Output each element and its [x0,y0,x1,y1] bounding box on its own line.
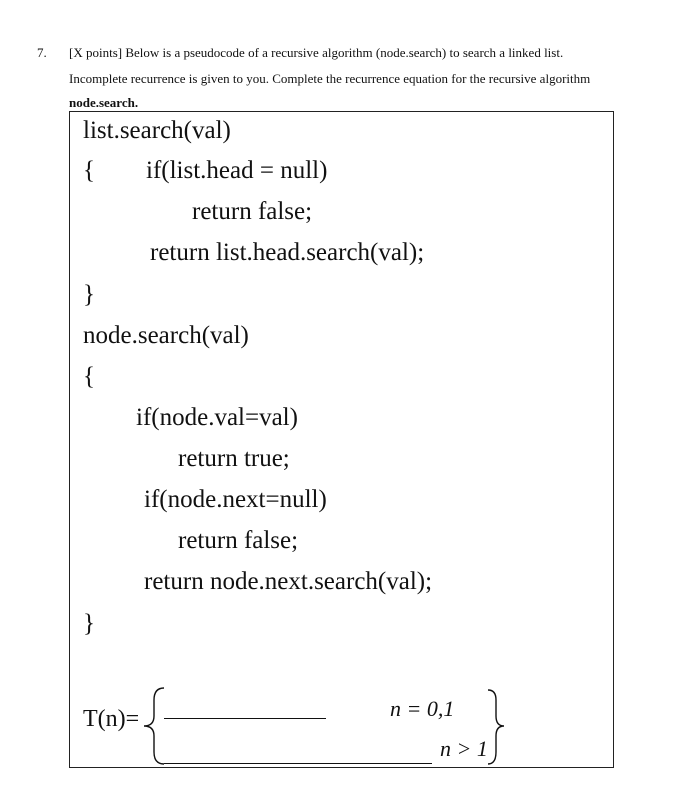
case2-condition: n > 1 [440,736,488,761]
right-curly-brace [486,686,508,768]
left-curly-brace [140,682,170,770]
node-if-next-null: if(node.next=null) [144,486,327,513]
question-text-line-3: node.search. [69,95,139,110]
case2-answer-blank[interactable] [164,763,432,764]
node-return-next-search: return node.next.search(val); [144,568,433,595]
list-if-head-null: if(list.head = null) [146,157,328,184]
node-return-true: return true; [178,445,290,472]
case1-answer-blank[interactable] [164,718,326,719]
node-open-brace: { [83,363,95,390]
recurrence-lhs: T(n)= [83,706,140,732]
list-return-head-search: return list.head.search(val); [150,239,425,266]
node-close-brace: } [83,610,95,637]
node-search-header: node.search(val) [83,322,249,349]
case1-condition: n = 0,1 [390,696,455,721]
list-close-brace: } [83,281,95,308]
question-number: 7. [37,45,47,60]
question-text-line-2: Incomplete recurrence is given to you. Complete the recurrence equation for the recursive algorithm [69,71,591,86]
list-open-brace: { [83,157,95,184]
node-return-false: return false; [178,527,299,554]
node-if-val-equal: if(node.val=val) [136,404,298,431]
pseudocode-box [69,111,614,768]
list-search-header: list.search(val) [83,117,231,144]
question-text-line-1: [X points] Below is a pseudocode of a recursive algorithm (node.search) to search a linked list. [69,45,564,60]
list-return-false: return false; [192,198,313,225]
